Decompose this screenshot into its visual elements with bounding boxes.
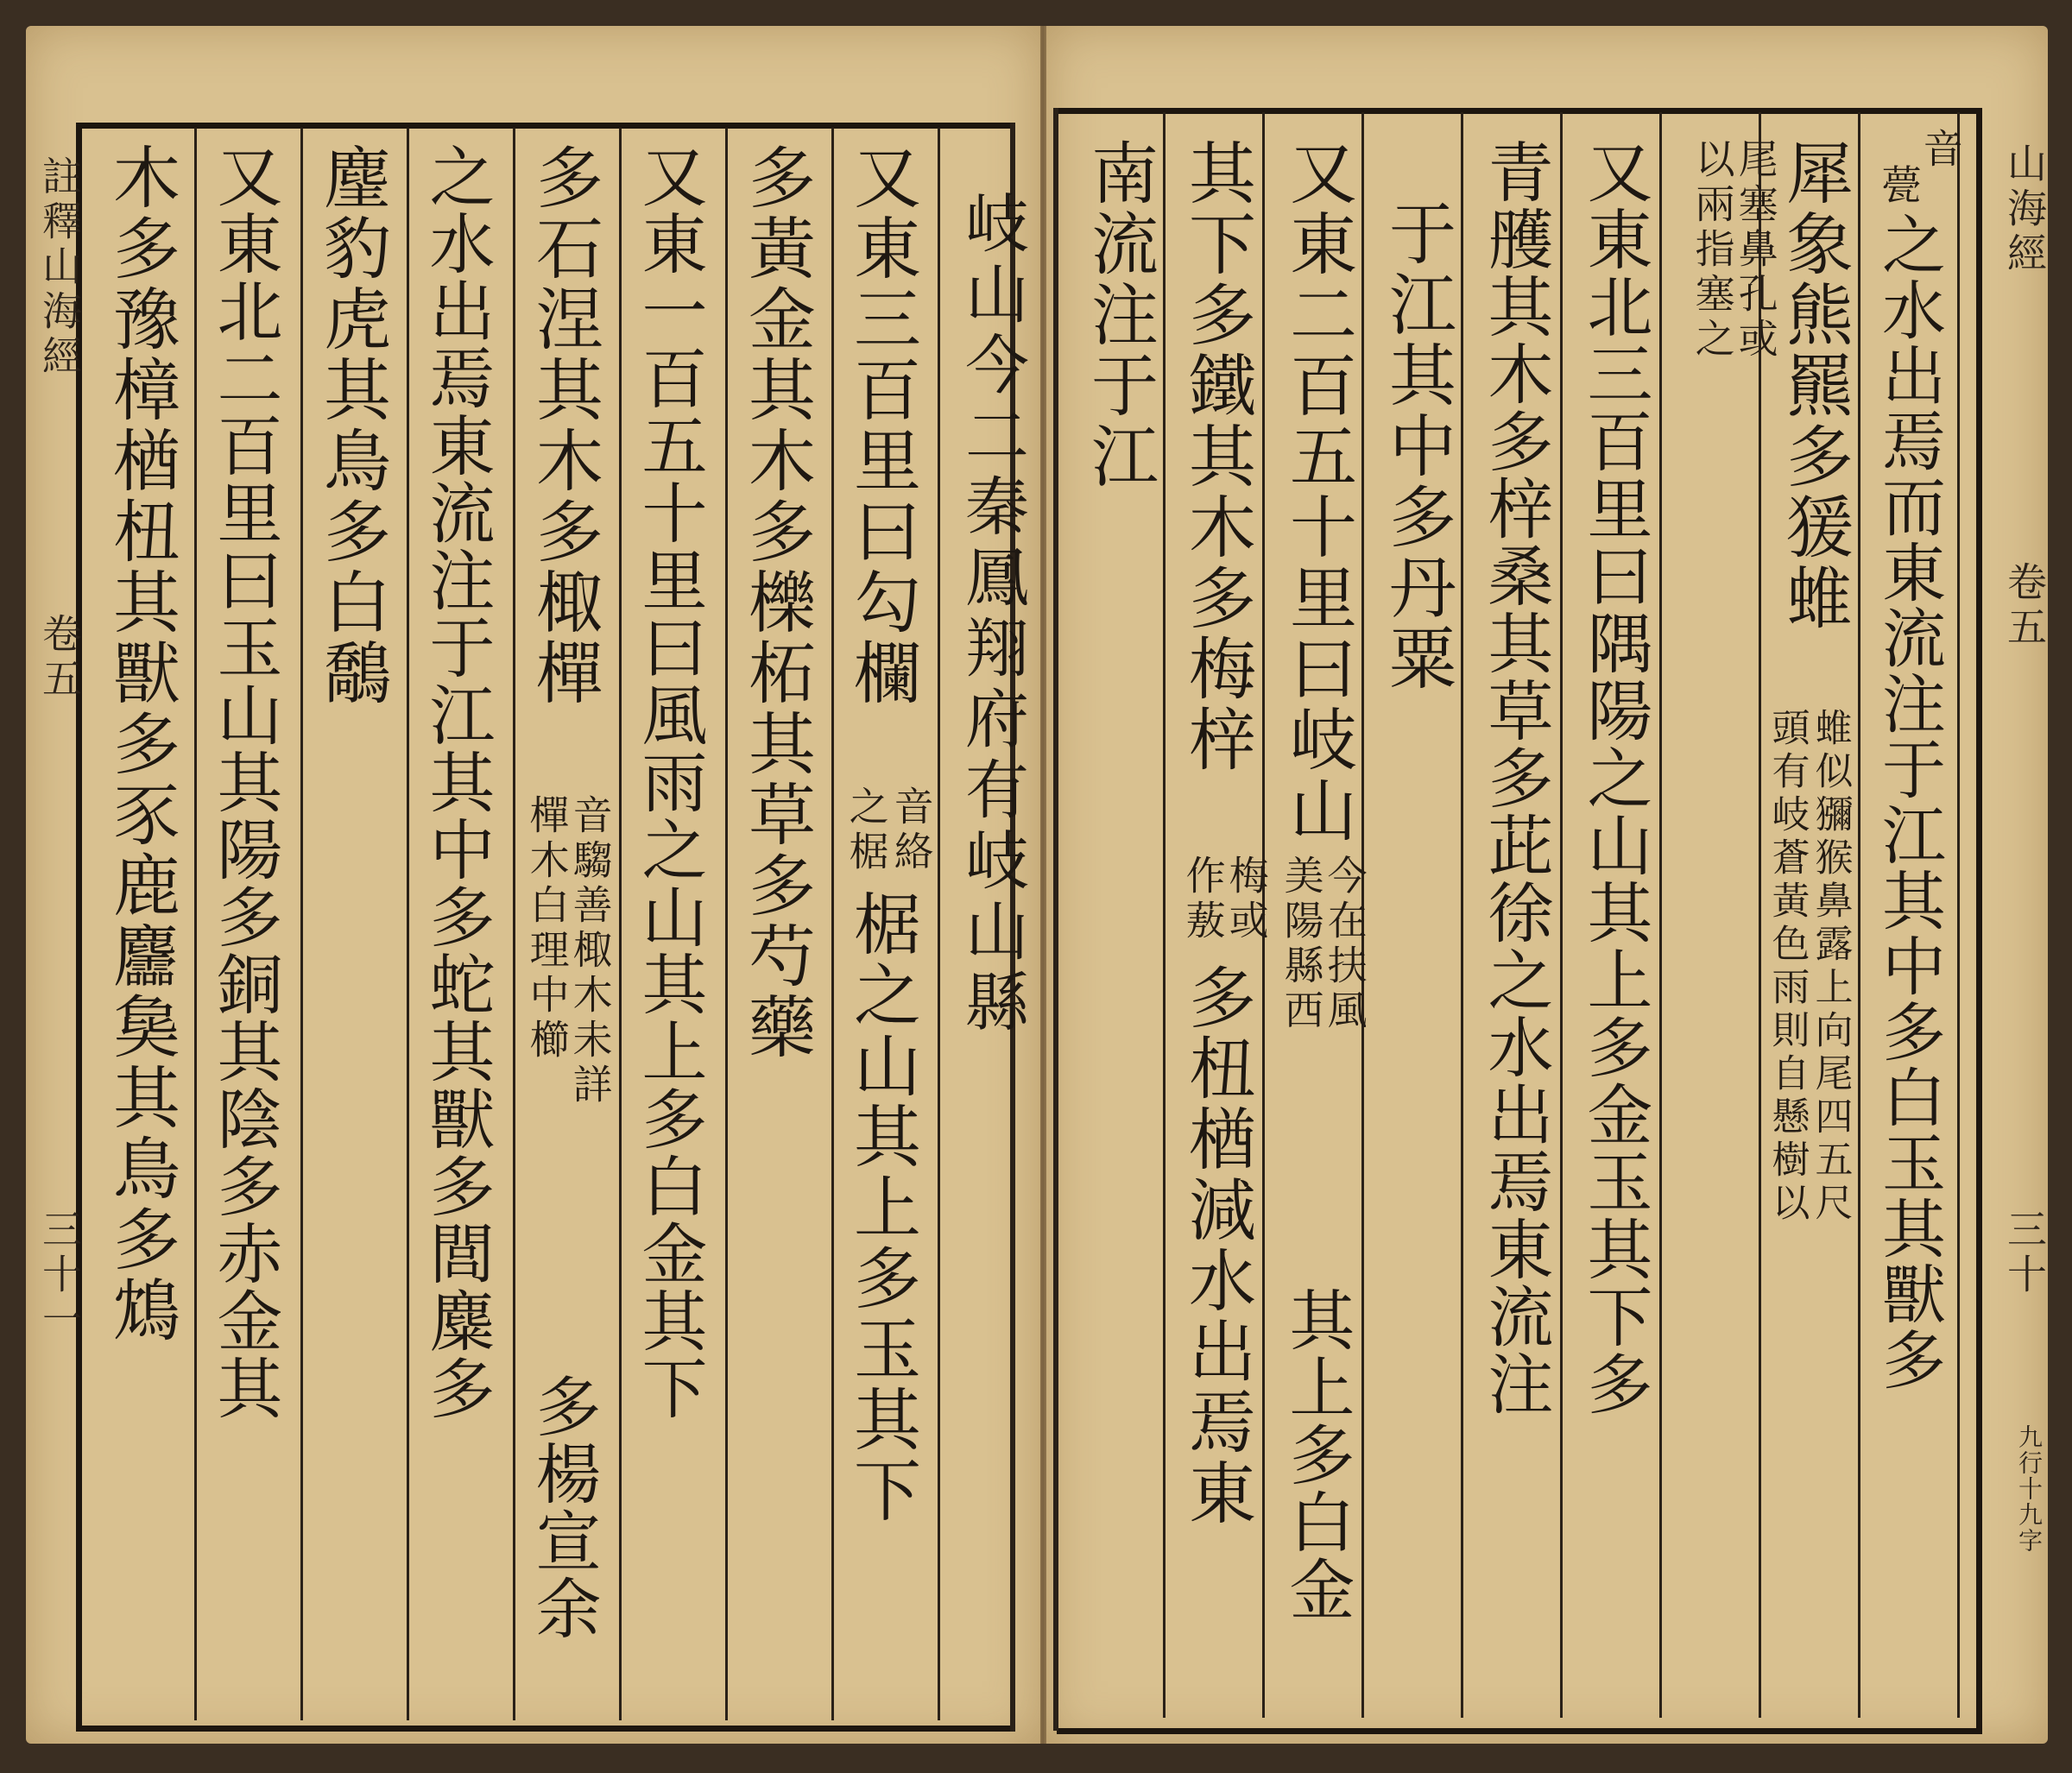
annotation-note: 樿木白理中櫛 — [523, 794, 571, 1063]
text-column-2-part-a: 又東三百里曰勾欄 — [843, 142, 920, 709]
text-column-8-part-a: 又東二百五十里曰岐山 — [1279, 138, 1356, 846]
left-margin-folio: 三十一 — [36, 1208, 83, 1343]
column-rule — [513, 128, 515, 1720]
text-column-10: 南流注于江 — [1080, 138, 1158, 492]
column-rule — [1560, 112, 1563, 1718]
column-rule — [938, 128, 940, 1720]
text-column-1: 之水出焉而東流注于江其中多白玉其獸多 — [1872, 211, 1946, 1392]
column-rule — [619, 128, 622, 1720]
column-rule — [300, 128, 303, 1720]
text-column-2: 犀象熊羆多猨蜼 — [1775, 138, 1853, 634]
annotation-note: 音絡 — [888, 786, 935, 875]
annotation-note: 音騶善棷木未詳 — [566, 794, 614, 1108]
text-column-9-part-a: 其下多鐵其木多梅梓 — [1178, 138, 1255, 775]
right-fold-edge — [1053, 108, 1058, 1731]
annotation-note: 之椐 — [843, 786, 890, 875]
text-column-5-part-a: 多石涅其木多棷樿 — [525, 142, 603, 709]
annotation-note: 以兩指塞之 — [1689, 138, 1736, 363]
text-column-7: 于江其中多丹粟 — [1378, 199, 1456, 694]
column-rule — [831, 128, 834, 1720]
left-page — [26, 26, 1040, 1744]
left-margin-title: 註釋山海經 — [36, 155, 83, 380]
text-column-9-part-b: 多杻楢減水出焉東 — [1178, 962, 1255, 1529]
text-column-6: 青雘其木多梓桑其草多茈徐之水出焉東流注 — [1477, 138, 1554, 1417]
text-column-6: 之水出焉東流注于江其中多蛇其獸多閭麋多 — [419, 142, 496, 1422]
column-rule — [1858, 112, 1860, 1718]
text-column-7: 麈豹虎其鳥多白鷮 — [313, 142, 390, 709]
annotation-note: 蜼似獼猴鼻露上向尾四五尺 — [1808, 708, 1853, 1226]
column-rule — [1163, 112, 1166, 1718]
right-margin-format-note: 九行十九字 — [2015, 1424, 2044, 1554]
right-margin-folio: 三十 — [2001, 1208, 2048, 1298]
right-page — [1046, 26, 2048, 1744]
annotation-note: 梅或 — [1222, 855, 1270, 944]
text-column-9: 木多豫樟楢杻其獸多豕鹿麢㚟其鳥多鴆 — [102, 142, 180, 1346]
column-rule — [725, 128, 728, 1720]
annotation-note: 音 — [1917, 128, 1964, 173]
annotation-note: 作蔜 — [1179, 855, 1227, 944]
column-rule — [1659, 112, 1662, 1718]
annotation-note: 今在扶風 — [1321, 855, 1368, 1034]
text-column-8: 又東北二百里曰玉山其陽多銅其陰多赤金其 — [206, 142, 283, 1422]
text-column-2-part-b: 椐之山其上多玉其下 — [843, 889, 920, 1526]
column-rule — [407, 128, 409, 1720]
annotation-note: 美陽縣西 — [1278, 855, 1325, 1034]
annotation-note: 尾塞鼻孔或 — [1732, 138, 1779, 363]
annotation-note: 頭有岐蒼黃色雨則自懸樹以 — [1765, 708, 1810, 1226]
text-column-5: 又東北三百里曰隅陽之山其上多金玉其下多 — [1576, 138, 1653, 1417]
text-column-3: 多黃金其木多櫟柘其草多芍藥 — [737, 142, 815, 1063]
annotation-note: 甍 — [1875, 164, 1923, 209]
column-rule — [1957, 112, 1960, 1718]
text-column-1: 岐山今二秦鳳翔府有岐山縣 — [955, 190, 1029, 1039]
right-margin-volume: 卷五 — [2001, 561, 2048, 651]
right-margin-title: 山海經 — [2001, 142, 2048, 277]
column-rule — [1461, 112, 1463, 1718]
left-margin-volume: 卷五 — [36, 613, 83, 703]
column-rule — [194, 128, 197, 1720]
text-column-5-part-b: 多楊宣余 — [525, 1372, 602, 1642]
text-column-4: 又東一百五十里曰風雨之山其上多白金其下 — [631, 142, 708, 1422]
text-column-8-part-b: 其上多白金 — [1279, 1286, 1355, 1623]
